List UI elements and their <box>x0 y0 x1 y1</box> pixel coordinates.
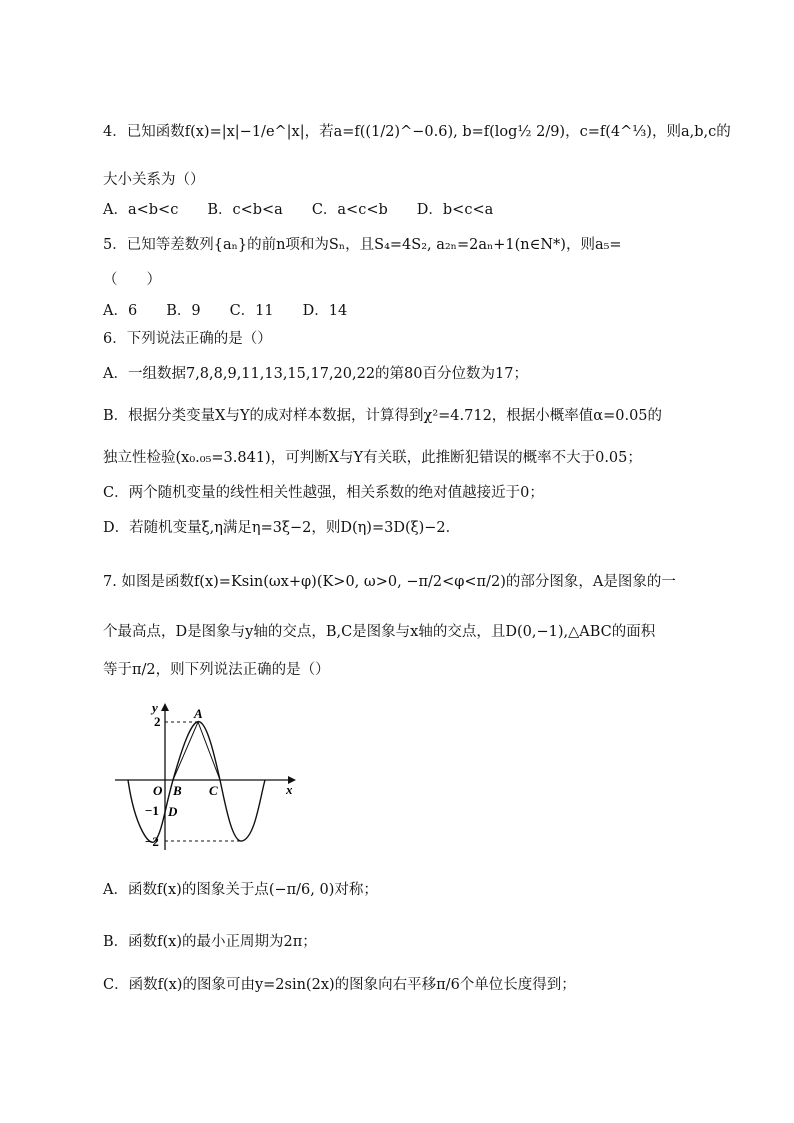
label-origin: O <box>153 783 163 798</box>
q6-option-b-line2: 独立性检验(x₀.₀₅=3.841)，可判断X与Y有关联，此推断犯错误的概率不大于0.05； <box>103 450 642 466</box>
q4-options: A．a<b<c B．c<b<a C．a<c<b D．b<c<a <box>103 202 494 218</box>
q6-option-a: A．一组数据7,8,8,9,11,13,15,17,20,22的第80百分位数为17； <box>103 366 528 382</box>
sine-curve <box>128 722 265 843</box>
q6-option-b-line1: B．根据分类变量X与Y的成对样本数据，计算得到χ²=4.712，根据小概率值α=0.05的 <box>103 408 663 424</box>
q5-line2: （ ） <box>103 272 161 288</box>
label-x-axis: x <box>286 782 293 797</box>
q6-option-d: D．若随机变量ξ,η满足η=3ξ−2，则D(η)=3D(ξ)−2． <box>103 520 461 536</box>
q7-option-a: A．函数f(x)的图象关于点(−π/6, 0)对称； <box>103 882 378 898</box>
q4-line1: 4．已知函数f(x)=|x|−1/e^|x|，若a=f((1/2)^−0.6), b=f(log½ 2/9)，c=f(4^⅓)，则a,b,c的 <box>103 124 731 140</box>
q7-option-b: B．函数f(x)的最小正周期为2π； <box>103 934 317 950</box>
label-d: D <box>168 804 178 819</box>
label-c: C <box>209 783 218 798</box>
label-a: A <box>194 706 203 721</box>
label-neg-two: −2 <box>145 834 159 849</box>
sine-graph <box>110 698 310 858</box>
q5-line1: 5．已知等差数列{aₙ}的前n项和为Sₙ，且S₄=4S₂, a₂ₙ=2aₙ+1(n∈N*)，则a₅= <box>103 237 622 253</box>
y-axis-arrow <box>161 703 169 711</box>
label-neg-one: −1 <box>145 803 159 818</box>
q7-option-c: C．函数f(x)的图象可由y=2sin(2x)的图象向右平移π/6个单位长度得到； <box>103 977 576 993</box>
q7-line1: 7. 如图是函数f(x)=Ksin(ωx+φ)(K>0, ω>0, −π/2<φ<π/2)的部分图象，A是图象的一 <box>103 574 676 590</box>
q6-option-c: C．两个随机变量的线性相关性越强，相关系数的绝对值越接近于0； <box>103 485 544 501</box>
q6-stem: 6．下列说法正确的是（） <box>103 331 272 347</box>
label-b: B <box>173 783 182 798</box>
q7-line2: 个最高点，D是图象与y轴的交点，B,C是图象与x轴的交点，且D(0,−1),△ABC的面积 <box>103 624 656 640</box>
label-y-axis: y <box>152 700 158 715</box>
q5-options: A．6 B．9 C．11 D．14 <box>103 303 348 319</box>
q4-line2: 大小关系为（） <box>103 172 205 188</box>
q7-line3: 等于π/2，则下列说法正确的是（） <box>103 662 330 678</box>
label-two: 2 <box>154 714 161 729</box>
